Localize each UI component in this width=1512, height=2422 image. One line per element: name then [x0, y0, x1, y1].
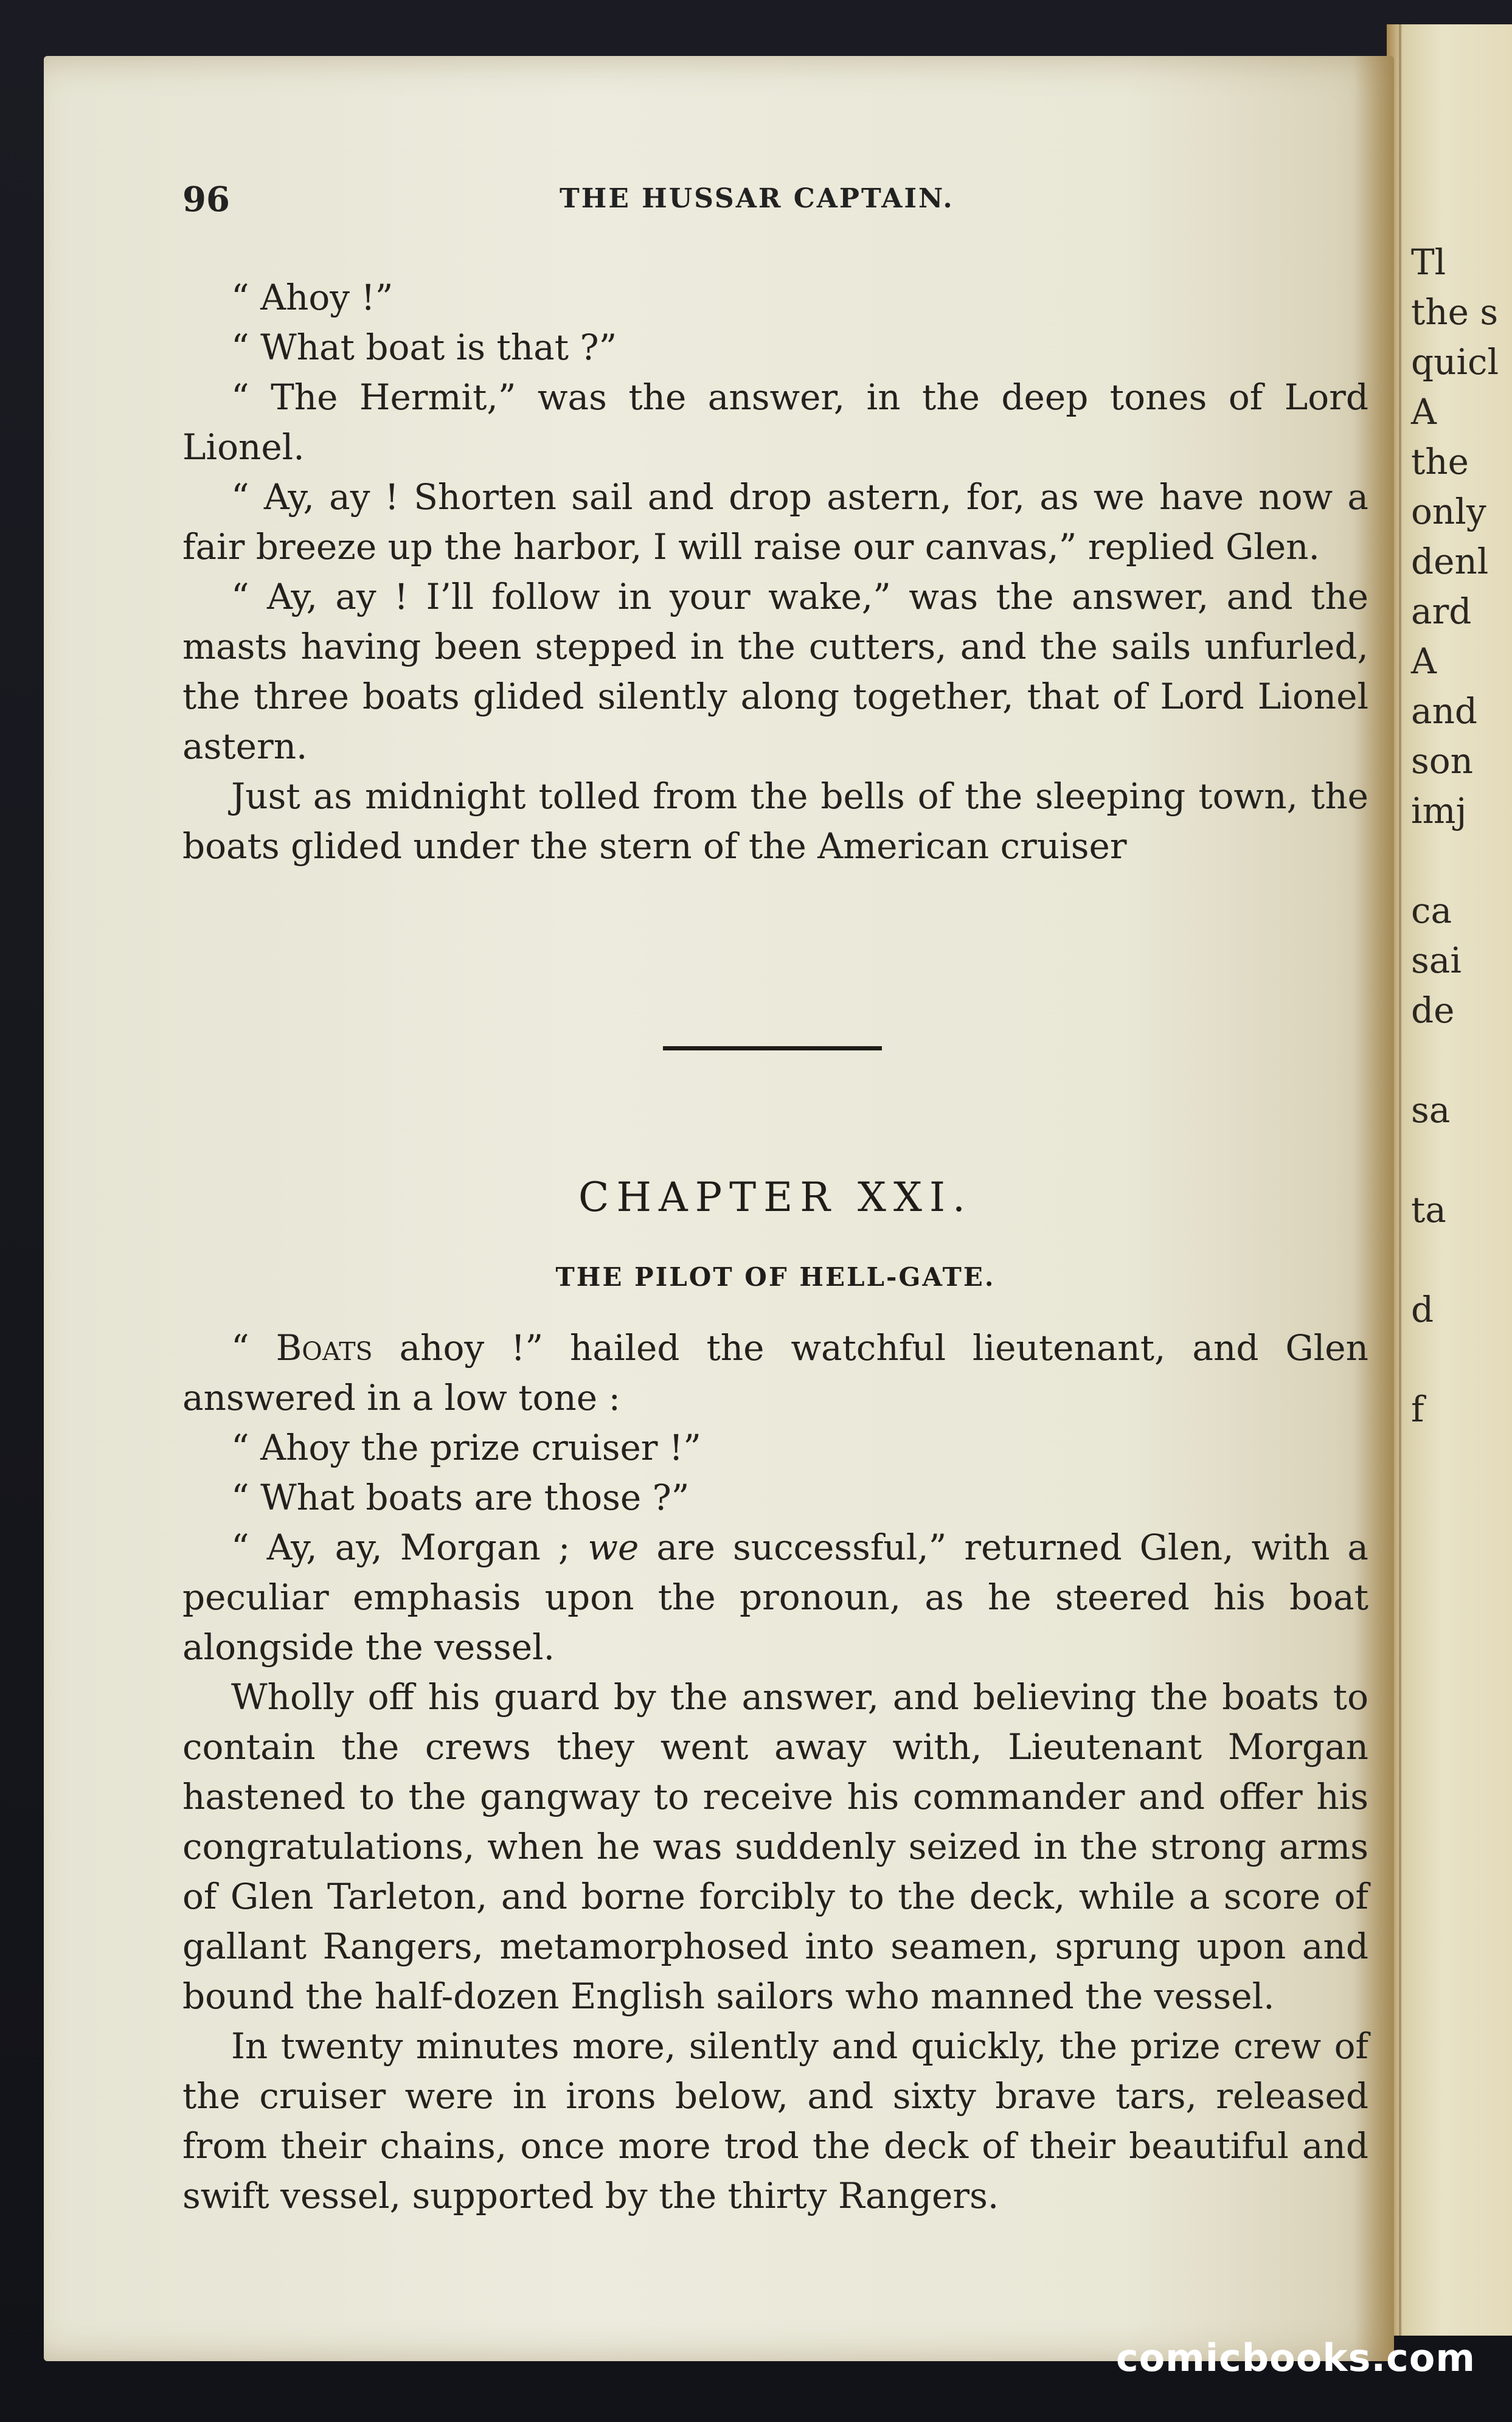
- small-caps-word: Boats: [276, 1327, 373, 1369]
- chapter-heading: CHAPTER XXI.: [578, 1174, 973, 1221]
- page-edge: [1399, 24, 1401, 2336]
- paragraph: “ Ay, ay ! Shorten sail and drop astern, for, as we have now a fair breeze up the harbor, I will raise our canvas,” replied Glen.: [182, 476, 1368, 567]
- facing-page-text: Tl the s quicl A the only denl ard A and son imj ca sai de sa ta d f: [1411, 241, 1499, 1430]
- watermark: comicbooks.com: [1115, 2336, 1476, 2380]
- paragraph: “ Ay, ay ! I’ll follow in your wake,” was the answer, and the masts having been stepped in the cutters, and the sails unfurled, the three boats glided silently along together, that of Lord Lionel astern.: [182, 576, 1368, 767]
- chapter-text-block: [182, 1323, 1368, 2221]
- paragraph: Wholly off his guard by the answer, and believing the boats to contain the crews they went away with, Lieutenant Morgan hastened to the gangway to receive his commander and offer his congratulations, when he was suddenly seized in the strong arms of Glen Tarleton, and borne forcibly to the deck, while a score of gallant Rangers, metamorphosed into seamen, sprung upon and bound the half-dozen English sailors who manned the vessel.: [182, 1676, 1368, 2017]
- paragraph: [182, 1323, 1368, 1423]
- quote-open: “: [231, 1327, 276, 1369]
- chapter-subtitle: THE PILOT OF HELL-GATE.: [555, 1262, 996, 1292]
- running-title: THE HUSSAR CAPTAIN.: [560, 183, 954, 214]
- facing-page: [1387, 24, 1512, 2336]
- paragraph-text: “ Ay, ay, Morgan ;: [231, 1527, 588, 1568]
- page-number: 96: [182, 179, 230, 220]
- top-text-block: [182, 272, 1368, 871]
- running-head: [182, 179, 1368, 228]
- paragraph: “ The Hermit,” was the answer, in the deep tones of Lord Lionel.: [182, 376, 1368, 468]
- paragraph: In twenty minutes more, silently and quickly, the prize crew of the cruiser were in irons below, and sixty brave tars, released from their chains, once more trod the deck of their beautiful and swift vessel, supported by the thirty Rangers.: [182, 2025, 1368, 2216]
- paragraph: [182, 1522, 1368, 1672]
- emphasized-word: we: [588, 1527, 639, 1568]
- paragraph: “ What boats are those ?”: [231, 1477, 690, 1518]
- paragraph-text: ahoy !” hailed the watchful lieutenant, and Glen answered in a low tone :: [182, 1327, 1368, 1418]
- paragraph: “ Ahoy the prize cruiser !”: [231, 1427, 701, 1468]
- paragraph: Just as midnight tolled from the bells of the sleeping town, the boats glided under the stern of the American cruiser: [182, 776, 1368, 867]
- section-divider: [663, 1046, 882, 1050]
- paragraph: “ What boat is that ?”: [231, 327, 617, 368]
- paragraph: “ Ahoy !”: [231, 277, 394, 318]
- paragraph-text: are successful,” returned Glen, with a peculiar emphasis upon the pronoun, as he steered his boat alongside the vessel.: [182, 1527, 1368, 1668]
